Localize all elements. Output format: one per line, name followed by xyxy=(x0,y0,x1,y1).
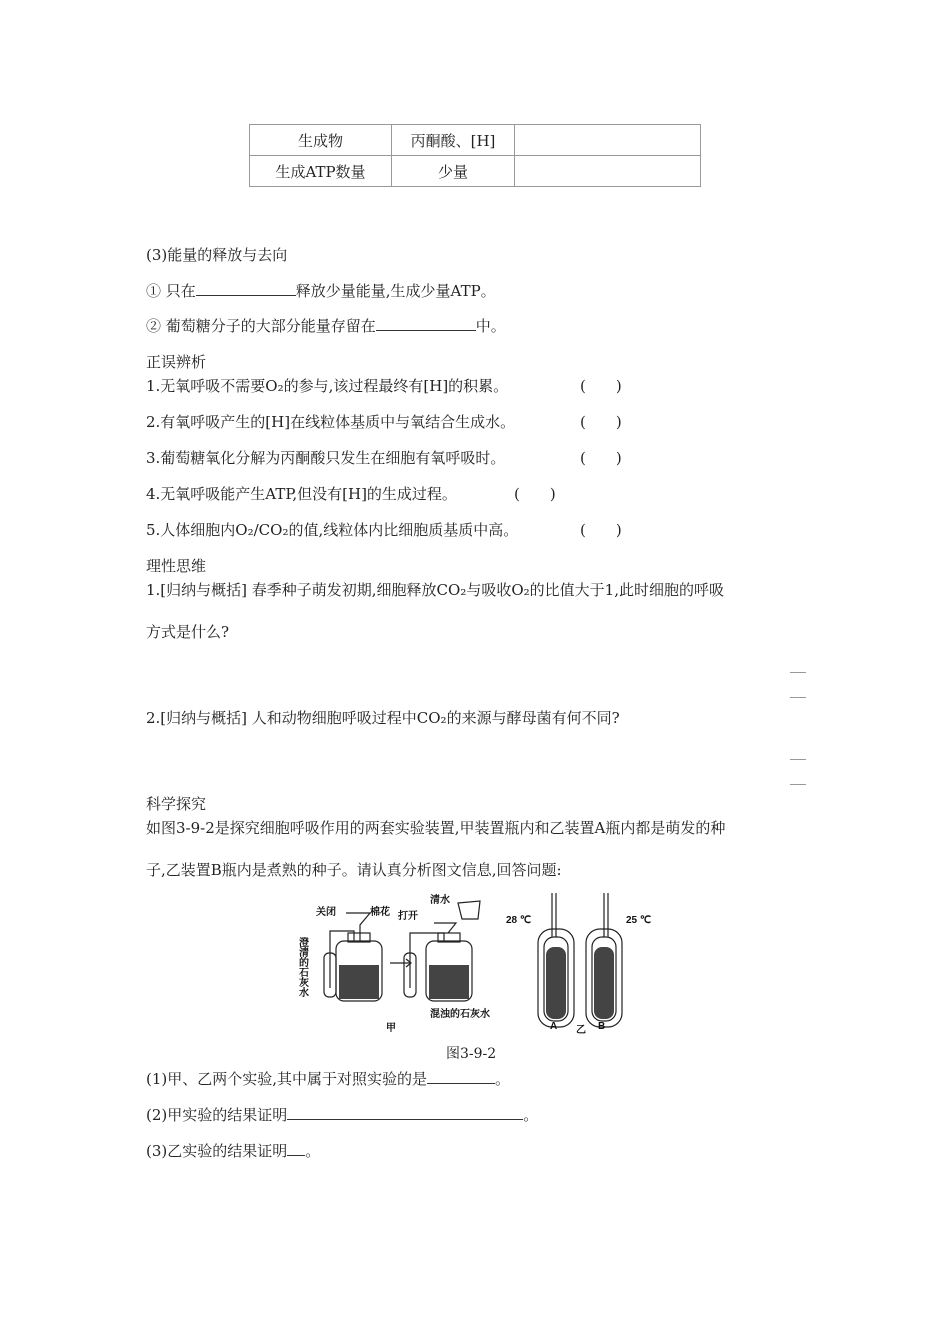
answer-blank[interactable] xyxy=(376,315,476,331)
energy-item-2-pre: ② 葡萄糖分子的大部分能量存留在 xyxy=(146,317,376,335)
table-row xyxy=(250,125,701,156)
science-para-line2: 子,乙装置B瓶内是煮熟的种子。请认真分析图文信息,回答问题: xyxy=(146,861,562,879)
judge-item-2: 2.有氧呼吸产生的[H]在线粒体基质中与氧结合生成水。 xyxy=(146,413,516,431)
answer-line[interactable] xyxy=(790,697,806,698)
label-water: 清水 xyxy=(430,895,450,906)
experiment-figure xyxy=(296,893,658,1036)
energy-item-1-post: 释放少量能量,生成少量ATP。 xyxy=(295,282,496,300)
science-heading: 科学探究 xyxy=(146,795,207,813)
answer-line[interactable] xyxy=(790,759,806,760)
answer-blank[interactable] xyxy=(287,1140,305,1156)
answer-line[interactable] xyxy=(790,784,806,785)
judge-paren-4[interactable]: ( ) xyxy=(514,485,556,503)
reason-q1-line1: 1.[归纳与概括] 春季种子萌发初期,细胞释放CO₂与吸收O₂的比值大于1,此时细胞的呼吸 xyxy=(146,581,724,599)
table-cell: 少量 xyxy=(392,156,515,187)
funnel-1 xyxy=(346,913,370,941)
label-a: A xyxy=(550,1021,558,1032)
science-para-line1: 如图3-9-2是探究细胞呼吸作用的两套实验装置,甲装置瓶内和乙装置A瓶内都是萌发的种 xyxy=(146,819,726,837)
science-q1 xyxy=(146,1068,510,1089)
judge-paren-3[interactable]: ( ) xyxy=(580,449,622,467)
science-q1-post: 。 xyxy=(495,1070,511,1088)
label-open: 打开 xyxy=(398,911,418,922)
science-q3-pre: (3)乙实验的结果证明 xyxy=(146,1142,288,1160)
water-cup xyxy=(458,901,480,919)
label-turbid: 混浊的石灰水 xyxy=(430,1009,490,1020)
science-q2-post: 。 xyxy=(523,1106,539,1124)
reason-q1-line2: 方式是什么? xyxy=(146,623,230,641)
label-jia: 甲 xyxy=(386,1023,396,1034)
judge-paren-2[interactable]: ( ) xyxy=(580,413,622,431)
label-temp-b: 25 ℃ xyxy=(626,915,652,926)
seeds-a xyxy=(546,947,566,1019)
table-cell[interactable] xyxy=(515,156,701,187)
energy-item-2-post: 中。 xyxy=(475,317,506,335)
judge-paren-5[interactable]: ( ) xyxy=(580,521,622,539)
answer-blank[interactable] xyxy=(427,1068,495,1084)
judge-paren-1[interactable]: ( ) xyxy=(580,377,622,395)
energy-item-1 xyxy=(146,280,496,301)
figure-caption: 图3-9-2 xyxy=(446,1046,497,1062)
label-cotton: 棉花 xyxy=(370,907,390,918)
funnel-2 xyxy=(434,923,456,933)
seeds-b xyxy=(594,947,614,1019)
judge-item-5: 5.人体细胞内O₂/CO₂的值,线粒体内比细胞质基质中高。 xyxy=(146,521,519,539)
label-close: 关闭 xyxy=(316,907,336,918)
answer-line[interactable] xyxy=(790,672,806,673)
reason-q2: 2.[归纳与概括] 人和动物细胞呼吸过程中CO₂的来源与酵母菌有何不同? xyxy=(146,709,620,727)
science-q1-pre: (1)甲、乙两个实验,其中属于对照实验的是 xyxy=(146,1070,428,1088)
table-cell: 生成物 xyxy=(250,125,392,156)
table-cell: 丙酮酸、[H] xyxy=(392,125,515,156)
seeds-2 xyxy=(429,965,469,999)
energy-item-1-pre: ① 只在 xyxy=(146,282,196,300)
judge-item-4: 4.无氧呼吸能产生ATP,但没有[H]的生成过程。 xyxy=(146,485,457,503)
table-cell: 生成ATP数量 xyxy=(250,156,392,187)
label-temp-a: 28 ℃ xyxy=(506,915,532,926)
label-lime: 澄清的石灰水 xyxy=(296,937,308,997)
answer-blank[interactable] xyxy=(287,1104,523,1120)
judge-heading: 正误辨析 xyxy=(146,353,207,371)
science-q3 xyxy=(146,1140,320,1161)
seeds-1 xyxy=(339,965,379,999)
table-cell[interactable] xyxy=(515,125,701,156)
science-q2 xyxy=(146,1104,538,1125)
science-q2-pre: (2)甲实验的结果证明 xyxy=(146,1106,288,1124)
reason-heading: 理性思维 xyxy=(146,557,207,575)
energy-heading: (3)能量的释放与去向 xyxy=(146,246,288,264)
respiration-table xyxy=(249,124,701,187)
label-yi: 乙 xyxy=(576,1025,586,1036)
judge-item-1: 1.无氧呼吸不需要O₂的参与,该过程最终有[H]的积累。 xyxy=(146,377,509,395)
table-row xyxy=(250,156,701,187)
judge-item-3: 3.葡萄糖氧化分解为丙酮酸只发生在细胞有氧呼吸时。 xyxy=(146,449,506,467)
answer-blank[interactable] xyxy=(196,280,296,296)
label-b: B xyxy=(598,1021,606,1032)
energy-item-2 xyxy=(146,315,506,336)
science-q3-post: 。 xyxy=(305,1142,321,1160)
